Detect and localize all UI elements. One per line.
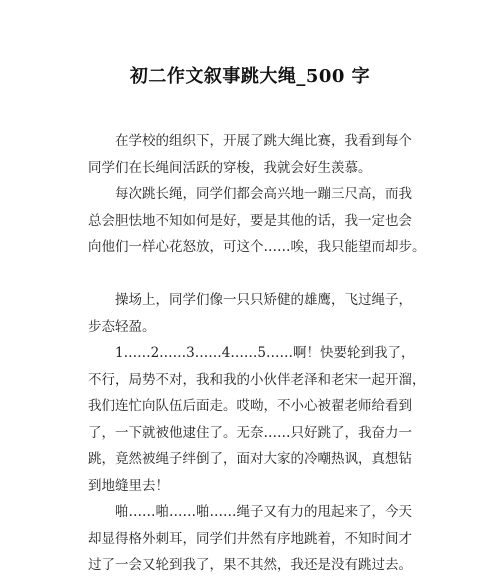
- body-line: 我们连忙向队伍后面走。哎呦，不小心被翟老师给看到: [88, 398, 412, 414]
- body-line: 向他们一样心花怒放，可这个……唉，我只能望而却步。: [88, 239, 426, 255]
- document-body: [88, 128, 426, 579]
- body-line: 操场上，同学们像一只只矫健的雄鹰，飞过绳子，: [115, 292, 412, 308]
- body-line: 每次跳长绳，同学们都会高兴地一蹦三尺高，而我: [115, 186, 412, 202]
- document-title: 初二作文叙事跳大绳_500 字: [129, 66, 371, 87]
- body-line: 步态轻盈。: [88, 318, 156, 335]
- body-line: 1……2……3……4……5……啊！快要轮到我了，: [115, 345, 415, 361]
- body-line: 却显得格外刺耳，同学们井然有序地跳着，不知时间才: [88, 530, 412, 547]
- body-line: 到地缝里去！: [88, 477, 169, 494]
- body-line: 过了一会又轮到我了，果不其然，我还是没有跳过去。: [88, 557, 412, 573]
- body-line: 啪……啪……啪……绳子又有力的甩起来了，今天: [115, 504, 412, 520]
- body-line: 跳，竟然被绳子绊倒了，面对大家的冷嘲热讽，真想钻: [88, 451, 412, 467]
- body-line: 不行，局势不对，我和我的小伙伴老泽和老宋一起开溜，: [88, 371, 426, 388]
- body-line: 在学校的组织下，开展了跳大绳比赛，我看到每个: [115, 133, 412, 149]
- body-line: 总会胆怯地不知如何是好，要是其他的话，我一定也会: [88, 212, 412, 229]
- body-line: 了，一下就被他逮住了。无奈……只好跳了，我奋力一: [88, 424, 412, 441]
- paragraph-gap: [88, 261, 418, 288]
- body-line: 同学们在长绳间活跃的穿梭，我就会好生羡慕。: [88, 159, 372, 176]
